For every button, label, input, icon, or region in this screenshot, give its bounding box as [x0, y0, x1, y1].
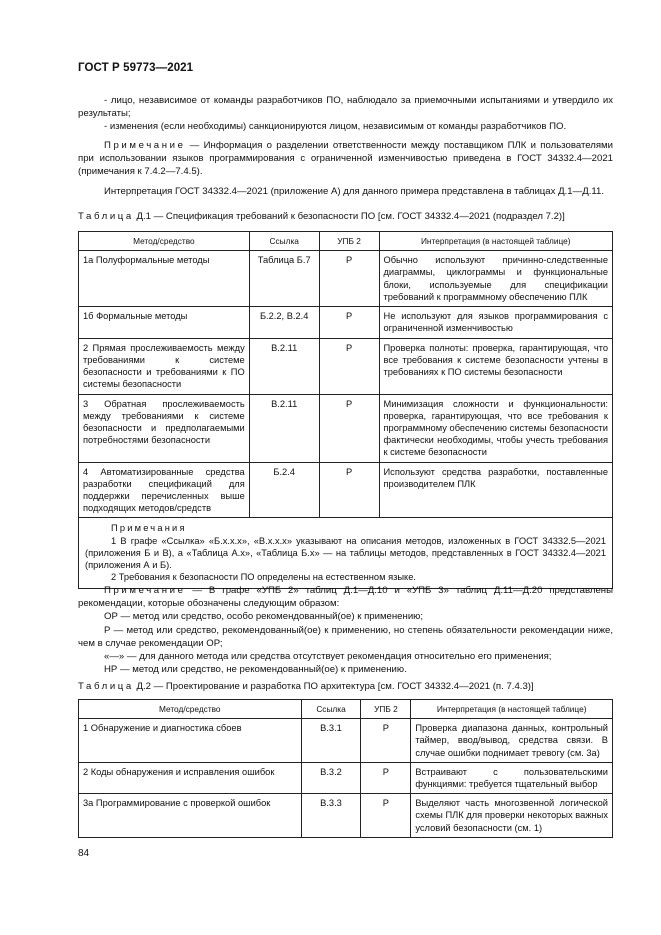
column-header: Интерпретация (в настоящей таблице) — [379, 232, 613, 251]
sil-cell: Р — [319, 251, 379, 307]
interpretation-cell: Встраивают с пользовательскими функциями: требуется тщательный выбор — [411, 762, 613, 793]
interpretation-cell: Выделяют часть многозвенной логической схемы ПЛК для проверки некоторых важных условий безопасности (см. 1) — [411, 794, 613, 838]
interpretation-cell: Проверка диапазона данных, контрольный таймер, ввод/вывод, средства связи. В случае ошибки поднимает тревогу (см. 3а) — [411, 719, 613, 763]
intro-bullet-1: - лицо, независимое от команды разработчиков ПО, наблюдало за приемочными испытаниями и утвердило их результаты; — [78, 95, 613, 120]
reference-cell: В.2.11 — [249, 394, 319, 462]
reference-cell: В.3.2 — [301, 762, 361, 793]
intro-bullet-2: - изменения (если необходимы) санкционируются лицом, независимым от команды разработчиков ПО. — [104, 121, 567, 133]
sil-cell: Р — [361, 719, 411, 763]
interpretation-cell: Минимизация сложности и функциональности: проверка, гарантирующая, что все требования к программному обеспечению системы безопасности фактически необходимы, чтобы учесть требования к системе безопасности — [379, 394, 613, 462]
intro-interpretation: Интерпретация ГОСТ 34332.4—2021 (приложение А) для данного примера представлена в таблицах Д.1—Д.11. — [104, 186, 604, 198]
table-note-2: 2 Требования к безопасности ПО определены на естественном языке. — [111, 572, 416, 583]
reference-cell: В.3.3 — [301, 794, 361, 838]
table2-caption-text: Д.2 — Проектирование и разработка ПО архитектура [см. ГОСТ 34332.4—2021 (п. 7.4.3)] — [133, 681, 534, 692]
table1-caption — [78, 211, 565, 222]
intro-section — [78, 94, 613, 198]
method-cell: 4 Автоматизированные средства разработки спецификаций для поддержки перечисленных выше подходящих методов/средств — [79, 462, 250, 518]
table-header-row — [79, 700, 613, 719]
column-header: Ссылка — [301, 700, 361, 719]
sil-cell: Р — [319, 462, 379, 518]
column-header: УПБ 2 — [319, 232, 379, 251]
reference-cell: Б.2.4 — [249, 462, 319, 518]
table-header-row — [79, 232, 613, 251]
column-header: Интерпретация (в настоящей таблице) — [411, 700, 613, 719]
recommendation-note-label: Примечание — [104, 585, 186, 596]
table1-caption-text: Д.1 — Спецификация требований к безопасности ПО [см. ГОСТ 34332.4—2021 (подраздел 7.2)] — [133, 211, 565, 222]
table-row — [79, 251, 613, 307]
method-cell: 1а Полуформальные методы — [79, 251, 250, 307]
table-row — [79, 462, 613, 518]
reference-cell: Б.2.2, В.2.4 — [249, 307, 319, 338]
recommendation-item: Р — метод или средство, рекомендованный(ое) к применению, но степень обязательности рекомендации ниже, чем в случае рекомендации ОР; — [78, 624, 613, 649]
method-cell: 3а Программирование с проверкой ошибок — [79, 794, 302, 838]
reference-cell: В.3.1 — [301, 719, 361, 763]
recommendation-note — [78, 584, 613, 676]
column-header: Метод/средство — [79, 232, 250, 251]
table-notes — [79, 518, 613, 589]
table2-caption-label: Таблица — [78, 681, 134, 692]
intro-note-text: — Информация о разделении ответственности между поставщиком ПЛК и пользователями при использовании языков программирования с ограниченной изменчивостью приведена в ГОСТ 34332.4—2021 (примечания к 7.4.2—7.4.5). — [78, 139, 613, 178]
column-header: Метод/средство — [79, 700, 302, 719]
table1-caption-label: Таблица — [78, 211, 134, 222]
method-cell: 3 Обратная прослеживаемость между требованиями к системе безопасности и предполагаемыми потребностями безопасности — [79, 394, 250, 462]
reference-cell: Таблица Б.7 — [249, 251, 319, 307]
method-cell: 1 Обнаружение и диагностика сбоев — [79, 719, 302, 763]
sil-cell: Р — [319, 307, 379, 338]
sil-cell: Р — [361, 794, 411, 838]
table-row — [79, 307, 613, 338]
table-row — [79, 338, 613, 394]
intro-note-label: Примечание — [104, 139, 186, 151]
notes-title: Примечания — [111, 523, 187, 534]
table-row — [79, 394, 613, 462]
page-number: 84 — [78, 848, 90, 859]
interpretation-cell: Обычно используют причинно-следственные диаграммы, циклограммы и функциональные блоки, используемые для спецификации требований к программному обеспечению ПЛК — [379, 251, 613, 307]
recommendation-note-text: — В графе «УПБ 2» таблиц Д.1—Д.10 и «УПБ 3» таблиц Д.11—Д.20 представлены рекомендации, которые обозначены следующим образом: — [78, 585, 613, 610]
recommendation-item: ОР — метод или средство, особо рекомендованный(ое) к применению; — [104, 611, 424, 623]
table-d1 — [78, 231, 613, 589]
table2-caption — [78, 681, 534, 692]
reference-cell: В.2.11 — [249, 338, 319, 394]
column-header: УПБ 2 — [361, 700, 411, 719]
interpretation-cell: Проверка полноты: проверка, гарантирующая, что все требования к системе безопасности учтены в требованиях к ПО системы безопасности — [379, 338, 613, 394]
interpretation-cell: Не используют для языков программирования с ограниченной изменчивостью — [379, 307, 613, 338]
intro-note — [78, 139, 613, 179]
table-row — [79, 762, 613, 793]
method-cell: 2 Коды обнаружения и исправления ошибок — [79, 762, 302, 793]
sil-cell: Р — [319, 338, 379, 394]
table-row — [79, 794, 613, 838]
interpretation-cell: Используют средства разработки, поставленные производителем ПЛК — [379, 462, 613, 518]
recommendation-item: НР — метод или средство, не рекомендованный(ое) к применению. — [104, 664, 407, 676]
method-cell: 2 Прямая прослеживаемость между требованиями к системе безопасности и требованиями к ПО системы безопасности — [79, 338, 250, 394]
sil-cell: Р — [361, 762, 411, 793]
column-header: Ссылка — [249, 232, 319, 251]
recommendation-item: «—» — для данного метода или средства отсутствует рекомендация относительно его применения; — [104, 651, 552, 663]
table-notes-row — [79, 518, 613, 589]
table-d2 — [78, 699, 613, 838]
table-row — [79, 719, 613, 763]
recommendation-note-intro — [78, 584, 613, 610]
sil-cell: Р — [319, 394, 379, 462]
document-designation: ГОСТ Р 59773—2021 — [78, 62, 194, 74]
table-note-1: 1 В графе «Ссылка» «Б.х.х.х», «В.х.х.х» указывают на описания методов, изложенных в ГОСТ 34332.5—2021 (приложения Б и В), а «Таблица А.х», «Таблица Б.х» — на таблицы методов, представленных в ГОСТ 34332.4—2021 (приложения А и Б). — [85, 535, 606, 571]
method-cell: 1б Формальные методы — [79, 307, 250, 338]
